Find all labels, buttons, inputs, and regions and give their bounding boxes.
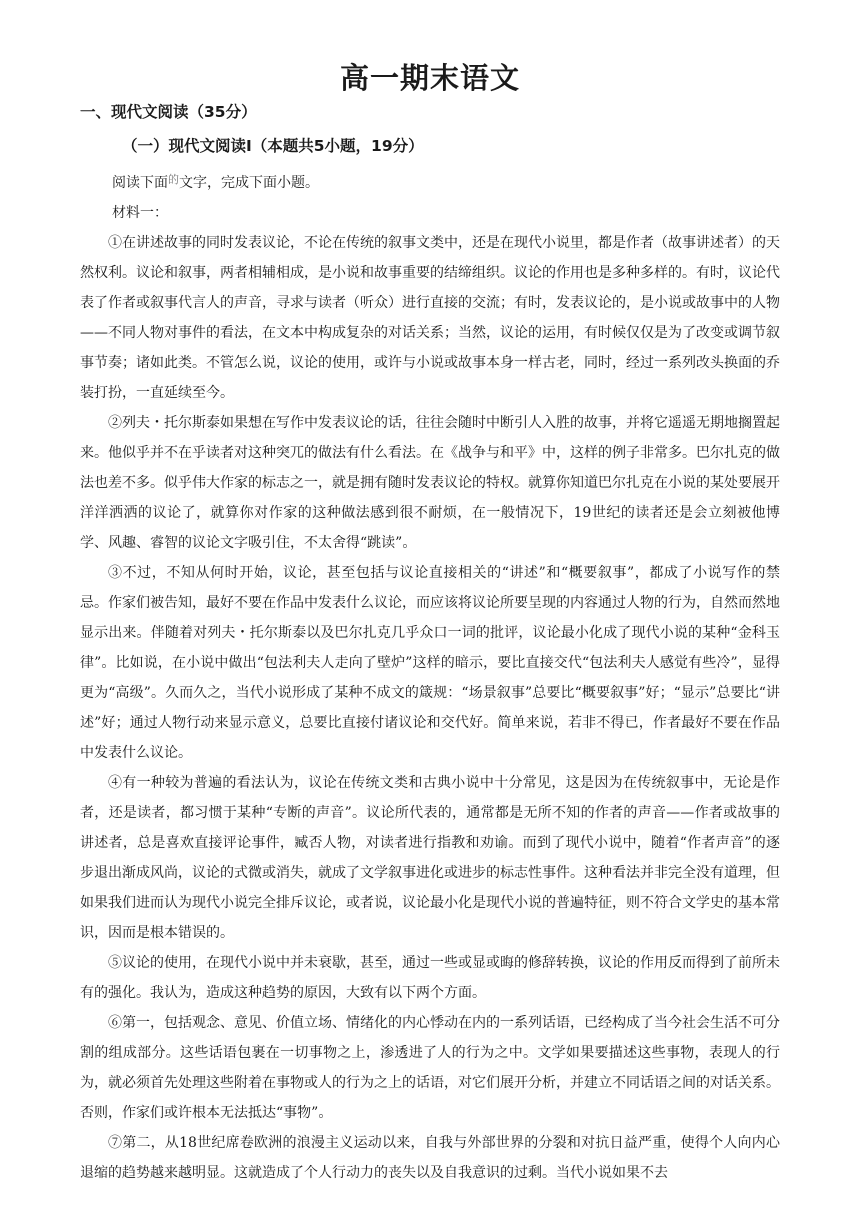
paragraph-4: ④有一种较为普遍的看法认为，议论在传统文类和古典小说中十分常见，这是因为在传统叙事中，无论是作者，还是读者，都习惯于某种“专断的声音”。议论所代表的，通常都是无所不知的作者的声音——作者或故事的讲述者，总是喜欢直接评论事件，臧否人物，对读者进行指教和劝谕。而到了现代小说中，随着“作者声音”的逐步退出渐成风尚，议论的式微或消失，就成了文学叙事进化或进步的标志性事件。这种看法并非完全没有道理，但如果我们进而认为现代小说完全排斥议论，或者说，议论最小化是现代小说的普遍特征，则不符合文学史的基本常识，因而是根本错误的。 — [80, 775, 780, 941]
paragraph-3: ③不过，不知从何时开始，议论，甚至包括与议论直接相关的“讲述”和“概要叙事”，都成了小说写作的禁忌。作家们被告知，最好不要在作品中发表什么议论，而应该将议论所要呈现的内容通过人物的行为，自然而然地显示出来。伴随着对列夫・托尔斯泰以及巴尔扎克几乎众口一词的批评，议论最小化成了现代小说的某种“金科玉律”。比如说，在小说中做出“包法利夫人走向了壁炉”这样的暗示，要比直接交代“包法利夫人感觉有些冷”，显得更为“高级”。久而久之，当代小说形成了某种不成文的箴规：“场景叙事”总要比“概要叙事”好；“显示”总要比“讲述”好；通过人物行动来显示意义，总要比直接付诸议论和交代好。简单来说，若非不得已，作者最好不要在作品中发表什么议论。 — [80, 565, 780, 761]
instruction-small-char: 的 — [168, 173, 179, 186]
paragraph-6: ⑥第一，包括观念、意见、价值立场、情绪化的内心悸动在内的一系列话语，已经构成了当今社会生活不可分割的组成部分。这些话语包裹在一切事物之上，渗透进了人的行为之中。文学如果要描述这些事物，表现人的行为，就必须首先处理这些附着在事物或人的行为之上的话语，对它们展开分析，并建立不同话语之间的对话关系。否则，作家们或许根本无法抵达“事物”。 — [80, 1015, 780, 1121]
paragraph-2: ②列夫・托尔斯泰如果想在写作中发表议论的话，往往会随时中断引人入胜的故事，并将它遥遥无期地搁置起来。他似乎并不在乎读者对这种突兀的做法有什么看法。在《战争与和平》中，这样的例子非常多。巴尔扎克的做法也差不多。似乎伟大作家的标志之一，就是拥有随时发表议论的特权。就算你知道巴尔扎克在小说的某处要展开洋洋洒洒的议论了，就算你对作家的这种做法感到很不耐烦，在一般情况下，19世纪的读者还是会立刻被他博学、风趣、睿智的议论文字吸引住，不太舍得“跳读”。 — [80, 415, 780, 551]
instruction-text-end: 文字，完成下面小题。 — [179, 175, 319, 191]
reading-instruction — [112, 172, 319, 192]
section-heading: 一、现代文阅读（35分） — [80, 103, 257, 121]
material-label: 材料一： — [112, 205, 168, 221]
article-body — [80, 228, 780, 1188]
page-title: 高一期末语文 — [339, 61, 520, 95]
paragraph-5: ⑤议论的使用，在现代小说中并未衰歇，甚至，通过一些或显或晦的修辞转换，议论的作用反而得到了前所未有的强化。我认为，造成这种趋势的原因，大致有以下两个方面。 — [80, 955, 780, 1001]
instruction-text-start: 阅读下面 — [112, 175, 168, 191]
paragraph-1: ①在讲述故事的同时发表议论，不论在传统的叙事文类中，还是在现代小说里，都是作者（故事讲述者）的天然权利。议论和叙事，两者相辅相成，是小说和故事重要的结缔组织。议论的作用也是多种多样的。有时，议论代表了作者或叙事代言人的声音，寻求与读者（听众）进行直接的交流；有时，发表议论的，是小说或故事中的人物——不同人物对事件的看法，在文本中构成复杂的对话关系；当然，议论的运用，有时候仅仅是为了改变或调节叙事节奏；诸如此类。不管怎么说，议论的使用，或许与小说或故事本身一样古老，同时，经过一系列改头换面的乔装打扮，一直延续至今。 — [80, 235, 780, 401]
paragraph-7: ⑦第二，从18世纪席卷欧洲的浪漫主义运动以来，自我与外部世界的分裂和对抗日益严重，使得个人向内心退缩的趋势越来越明显。这就造成了个人行动力的丧失以及自我意识的过剩。当代小说如果不去 — [80, 1135, 780, 1181]
sub-section-heading: （一）现代文阅读Ⅰ（本题共5小题，19分） — [122, 137, 424, 155]
